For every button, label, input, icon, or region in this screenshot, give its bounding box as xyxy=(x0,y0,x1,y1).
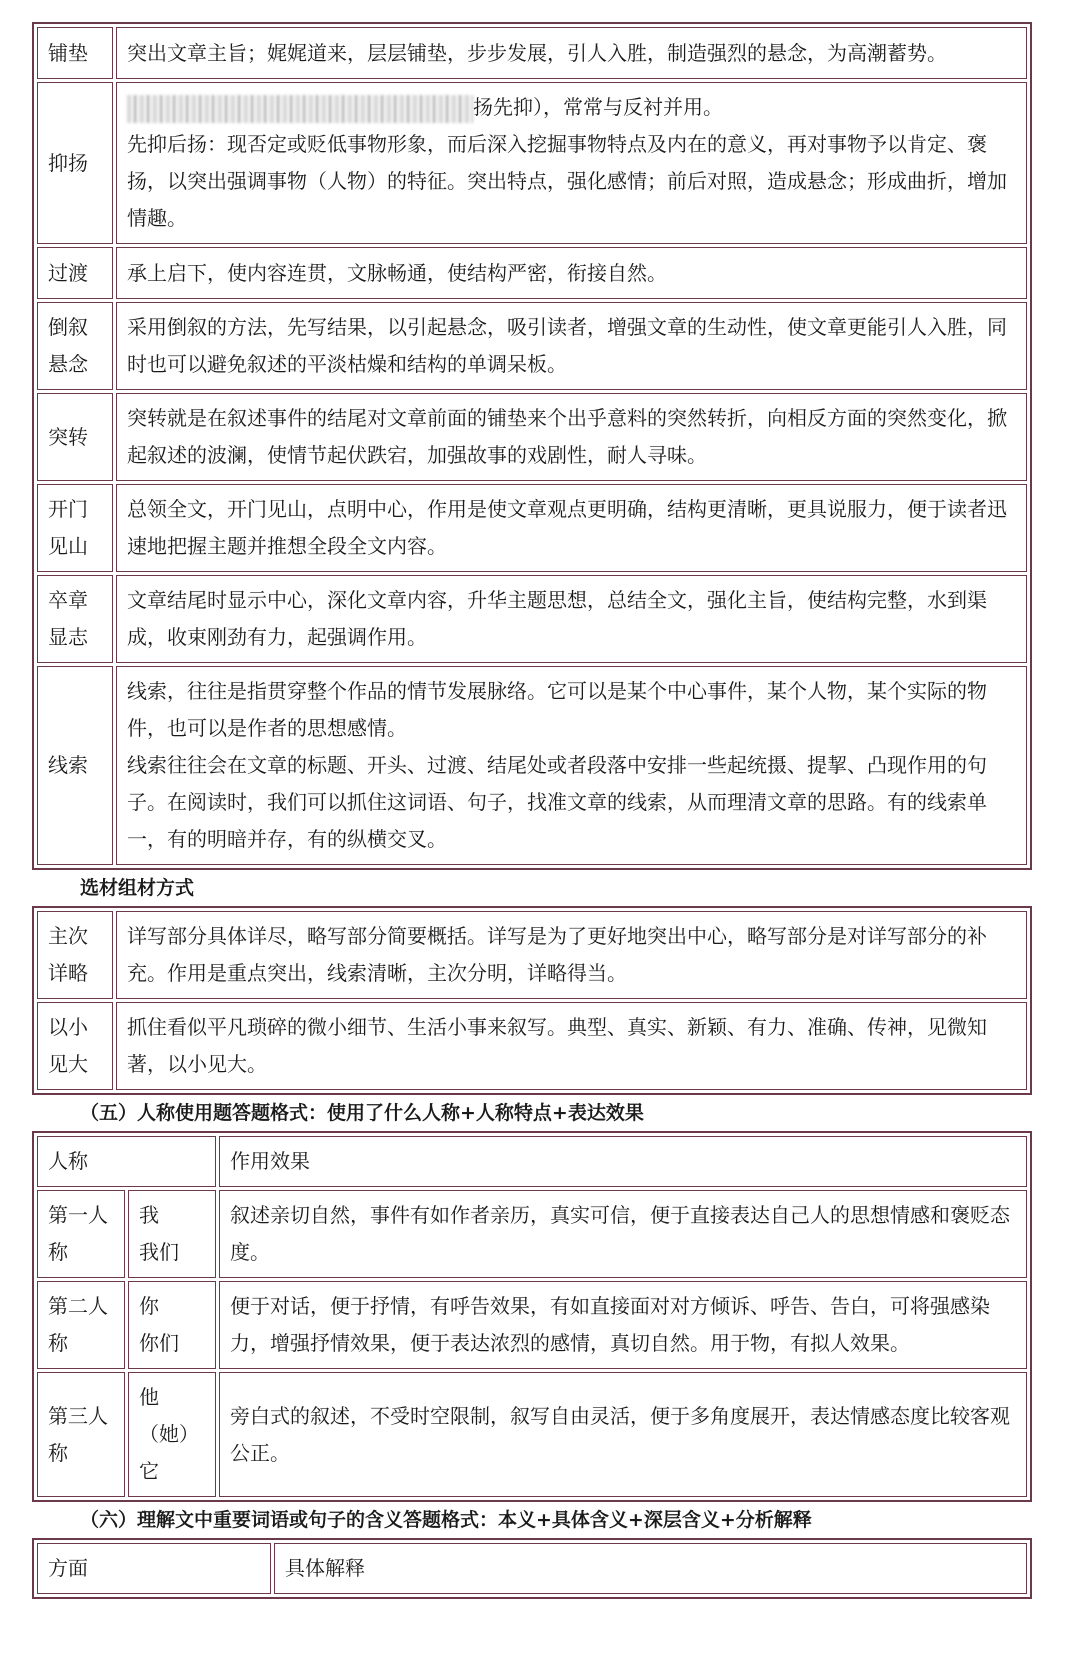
table-row xyxy=(37,1002,1027,1090)
pronoun-cell: 你 你们 xyxy=(128,1281,216,1369)
technique-label: 线索 xyxy=(37,666,113,865)
table-row xyxy=(37,393,1027,481)
technique-text: 扬先抑），常常与反衬并用。 先抑后扬：现否定或贬低事物形象，而后深入挖掘事物特点及内在的意义，再对事物予以肯定、褒扬，以突出强调事物（人物）的特征。突出特点，强化感情；前后对照，造成悬念；形成曲折，增加情趣。 xyxy=(116,82,1027,244)
meaning-table xyxy=(32,1538,1032,1599)
material-text: 详写部分具体详尽，略写部分简要概括。详写是为了更好地突出中心，略写部分是对详写部分的补充。作用是重点突出，线索清晰，主次分明，详略得当。 xyxy=(116,911,1027,999)
pronoun-cell: 他（她） 它 xyxy=(128,1372,216,1497)
table-row xyxy=(37,82,1027,244)
effect-text: 旁白式的叙述，不受时空限制，叙写自由灵活，便于多角度展开，表达情感态度比较客观公正。 xyxy=(219,1372,1027,1497)
table-row xyxy=(37,302,1027,390)
technique-text: 文章结尾时显示中心，深化文章内容，升华主题思想，总结全文，强化主旨，使结构完整，水到渠成，收束刚劲有力，起强调作用。 xyxy=(116,575,1027,663)
table-header-row xyxy=(37,1136,1027,1187)
person-table xyxy=(32,1131,1032,1502)
section-title-meaning: （六）理解文中重要词语或句子的含义答题格式：本义+具体含义+深层含义+分析解释 xyxy=(80,1509,812,1531)
technique-text: 采用倒叙的方法，先写结果，以引起悬念，吸引读者，增强文章的生动性，使文章更能引人入胜，同时也可以避免叙述的平淡枯燥和结构的单调呆板。 xyxy=(116,302,1027,390)
header-effect: 作用效果 xyxy=(219,1136,1027,1187)
technique-label: 抑扬 xyxy=(37,82,113,244)
technique-text: 总领全文，开门见山，点明中心，作用是使文章观点更明确，结构更清晰，更具说服力，便于读者迅速地把握主题并推想全段全文内容。 xyxy=(116,484,1027,572)
technique-text: 承上启下，使内容连贯，文脉畅通，使结构严密，衔接自然。 xyxy=(116,247,1027,299)
techniques-table xyxy=(32,22,1032,870)
document-page xyxy=(32,22,1032,1599)
material-label: 主次详略 xyxy=(37,911,113,999)
technique-label: 铺垫 xyxy=(37,27,113,79)
header-explanation: 具体解释 xyxy=(274,1543,1027,1594)
header-aspect: 方面 xyxy=(37,1543,271,1594)
table-row xyxy=(37,27,1027,79)
technique-text: 突转就是在叙述事件的结尾对文章前面的铺垫来个出乎意料的突然转折，向相反方面的突然变化，掀起叙述的波澜，使情节起伏跌宕，加强故事的戏剧性，耐人寻味。 xyxy=(116,393,1027,481)
table-header-row xyxy=(37,1543,1027,1594)
header-person: 人称 xyxy=(37,1136,216,1187)
effect-text: 便于对话，便于抒情，有呼告效果，有如直接面对对方倾诉、呼告、告白，可将强感染力，增强抒情效果，便于表达浓烈的感情，真切自然。用于物，有拟人效果。 xyxy=(219,1281,1027,1369)
effect-text: 叙述亲切自然，事件有如作者亲历，真实可信，便于直接表达自己人的思想情感和褒贬态度。 xyxy=(219,1190,1027,1278)
material-label: 以小见大 xyxy=(37,1002,113,1090)
table-row xyxy=(37,247,1027,299)
section-title-materials: 选材组材方式 xyxy=(80,877,195,899)
table-row xyxy=(37,1281,1027,1369)
person-label: 第三人称 xyxy=(37,1372,125,1497)
table-row xyxy=(37,575,1027,663)
technique-label: 突转 xyxy=(37,393,113,481)
technique-text: 突出文章主旨；娓娓道来，层层铺垫，步步发展，引人入胜，制造强烈的悬念，为高潮蓄势。 xyxy=(116,27,1027,79)
materials-table xyxy=(32,906,1032,1095)
table-row xyxy=(37,1190,1027,1278)
table-row xyxy=(37,911,1027,999)
technique-label: 开门见山 xyxy=(37,484,113,572)
technique-text: 线索，往往是指贯穿整个作品的情节发展脉络。它可以是某个中心事件，某个人物，某个实际的物件，也可以是作者的思想感情。 线索往往会在文章的标题、开头、过渡、结尾处或者段落中安排一些起统摄、提挈、凸现作用的句子。在阅读时，我们可以抓住这词语、句子，找准文章的线索，从而理清文章的思路。有的线索单一，有的明暗并存，有的纵横交叉。 xyxy=(116,666,1027,865)
table-row xyxy=(37,1372,1027,1497)
technique-label: 卒章显志 xyxy=(37,575,113,663)
blurred-text-region xyxy=(127,95,473,123)
technique-label: 倒叙悬念 xyxy=(37,302,113,390)
section-title-person: （五）人称使用题答题格式：使用了什么人称+人称特点+表达效果 xyxy=(80,1102,644,1124)
table-row xyxy=(37,666,1027,865)
pronoun-cell: 我 我们 xyxy=(128,1190,216,1278)
material-text: 抓住看似平凡琐碎的微小细节、生活小事来叙写。典型、真实、新颖、有力、准确、传神，见微知著，以小见大。 xyxy=(116,1002,1027,1090)
technique-label: 过渡 xyxy=(37,247,113,299)
person-label: 第一人称 xyxy=(37,1190,125,1278)
table-row xyxy=(37,484,1027,572)
person-label: 第二人称 xyxy=(37,1281,125,1369)
